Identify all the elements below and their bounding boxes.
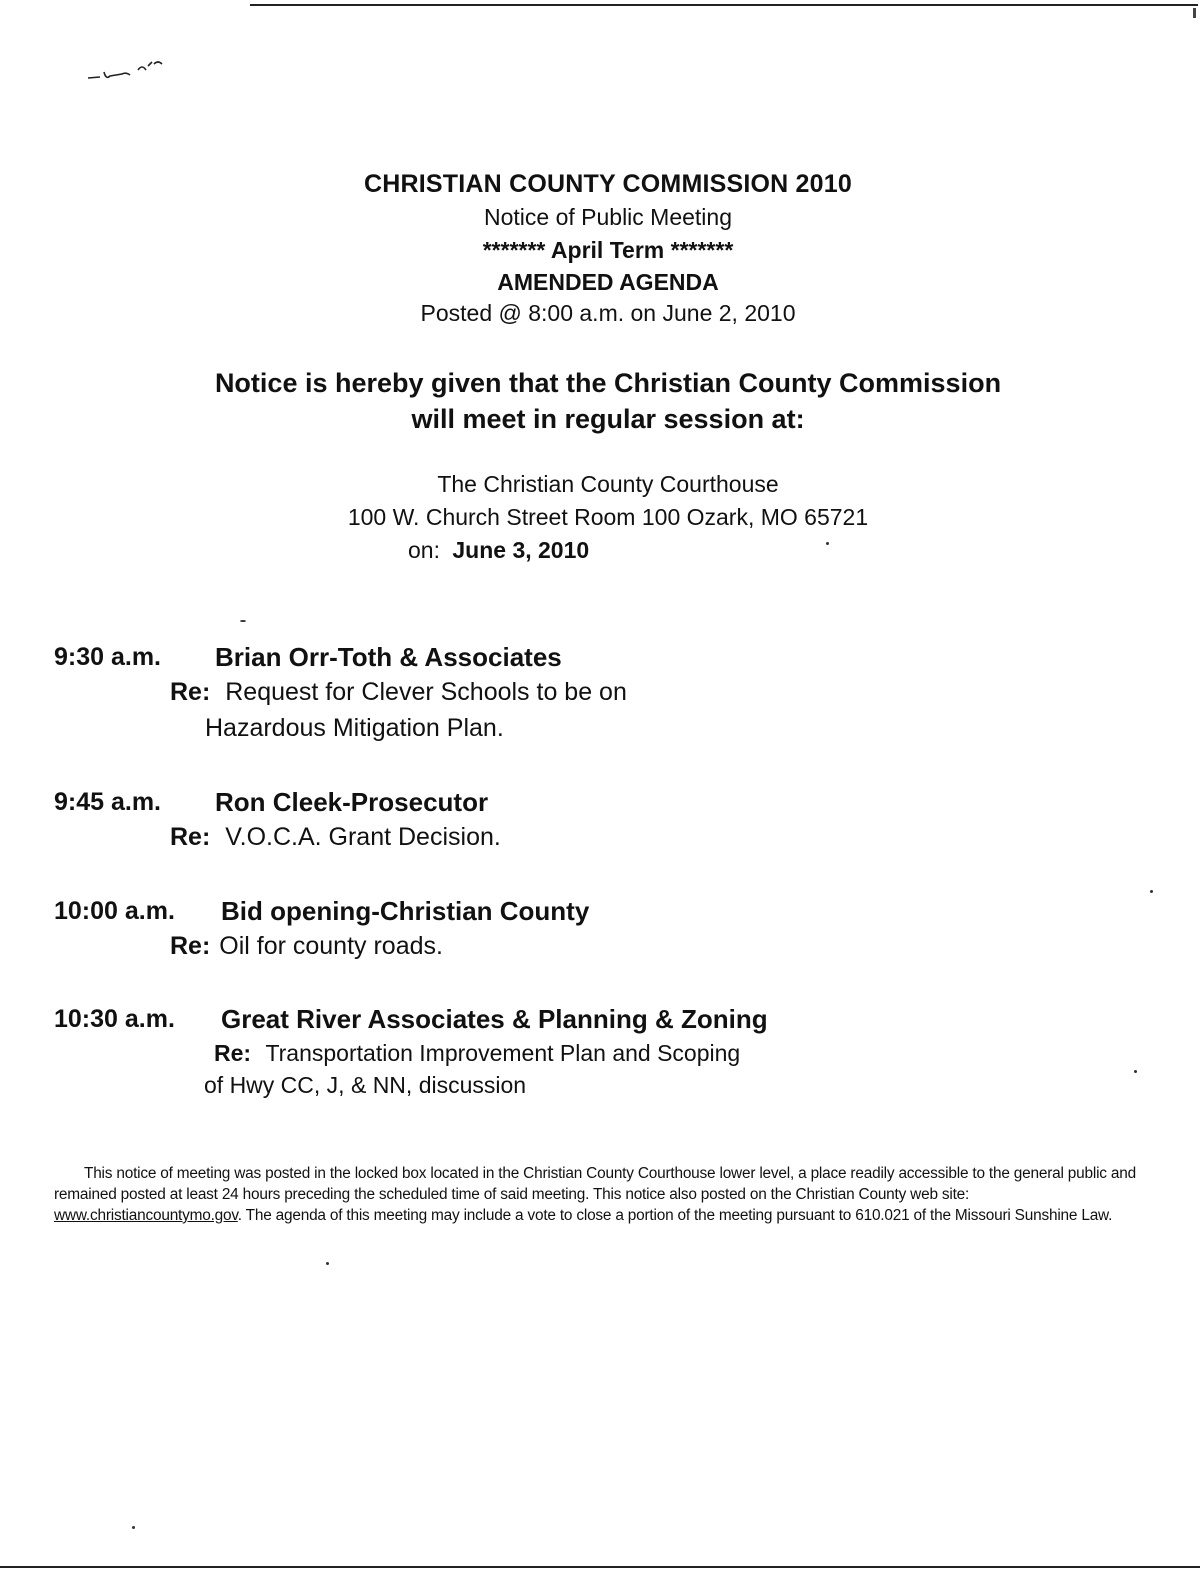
agenda-topic-continued: of Hwy CC, J, & NN, discussion [204,1072,527,1098]
on-label: on: [408,537,440,563]
county-website-link[interactable]: www.christiancountymo.gov [54,1207,238,1224]
location-building: The Christian County Courthouse [437,471,779,497]
notice-line-1: Notice is hereby given that the Christian County Commission [214,368,1002,398]
location-address: 100 W. Church Street Room 100 Ozark, MO 65721 [347,504,869,530]
agenda-re-line [170,823,501,852]
scan-mark-corner [1193,8,1196,18]
agenda-party: Bid opening-Christian County [221,896,590,926]
agenda-re-line [170,932,443,961]
agenda-topic: Oil for county roads. [219,932,443,960]
posting-notice-footer [54,1163,1144,1226]
scan-speck [132,1526,135,1529]
term-label: ******* April Term ******* [482,237,734,263]
agenda-party: Great River Associates & Planning & Zoning [221,1004,768,1034]
posted-timestamp: Posted @ 8:00 a.m. on June 2, 2010 [420,300,796,326]
handwritten-mark [86,50,176,90]
footer-text: This notice of meeting was posted in the locked box located in the Christian County Courthouse lower level, a place readily accessible to the general public and remained posted at least 24 hours preceding the scheduled time of said meeting. This notice also posted on the Christian County web site: [54,1165,1136,1203]
scan-border-top [250,4,1198,6]
notice-type: Notice of Public Meeting [483,204,732,230]
agenda-re-line [170,678,627,707]
agenda-topic: Transportation Improvement Plan and Scoping [265,1040,741,1066]
agenda-topic-continued: Hazardous Mitigation Plan. [205,714,504,742]
scan-speck [1150,890,1153,893]
re-label: Re: [170,823,211,851]
meeting-date: June 3, 2010 [452,537,590,563]
agenda-time: 9:45 a.m. [54,788,162,816]
notice-line-2: will meet in regular session at: [411,404,805,434]
re-label: Re: [170,678,211,706]
scan-speck [240,620,246,622]
document-title: CHRISTIAN COUNTY COMMISSION 2010 [364,170,852,198]
re-label: Re: [170,932,211,960]
agenda-time: 10:30 a.m. [54,1005,175,1033]
footer-text-end: . The agenda of this meeting may include a vote to close a portion of the meeting pursuant to 610.021 of the Missouri Sunshine Law. [237,1207,1113,1224]
agenda-party: Brian Orr-Toth & Associates [215,642,562,672]
scan-speck [1134,1070,1137,1073]
agenda-topic: V.O.C.A. Grant Decision. [225,823,501,851]
scan-speck [326,1262,329,1265]
scan-speck [826,542,829,545]
agenda-re-line [214,1040,740,1067]
meeting-date-line [408,537,589,564]
agenda-topic: Request for Clever Schools to be on [225,678,627,706]
agenda-time: 10:00 a.m. [54,897,175,925]
scan-border-bottom [0,1566,1200,1568]
agenda-party: Ron Cleek-Prosecutor [215,787,489,817]
re-label: Re: [214,1040,252,1066]
agenda-time: 9:30 a.m. [54,643,162,671]
agenda-status: AMENDED AGENDA [497,269,719,295]
